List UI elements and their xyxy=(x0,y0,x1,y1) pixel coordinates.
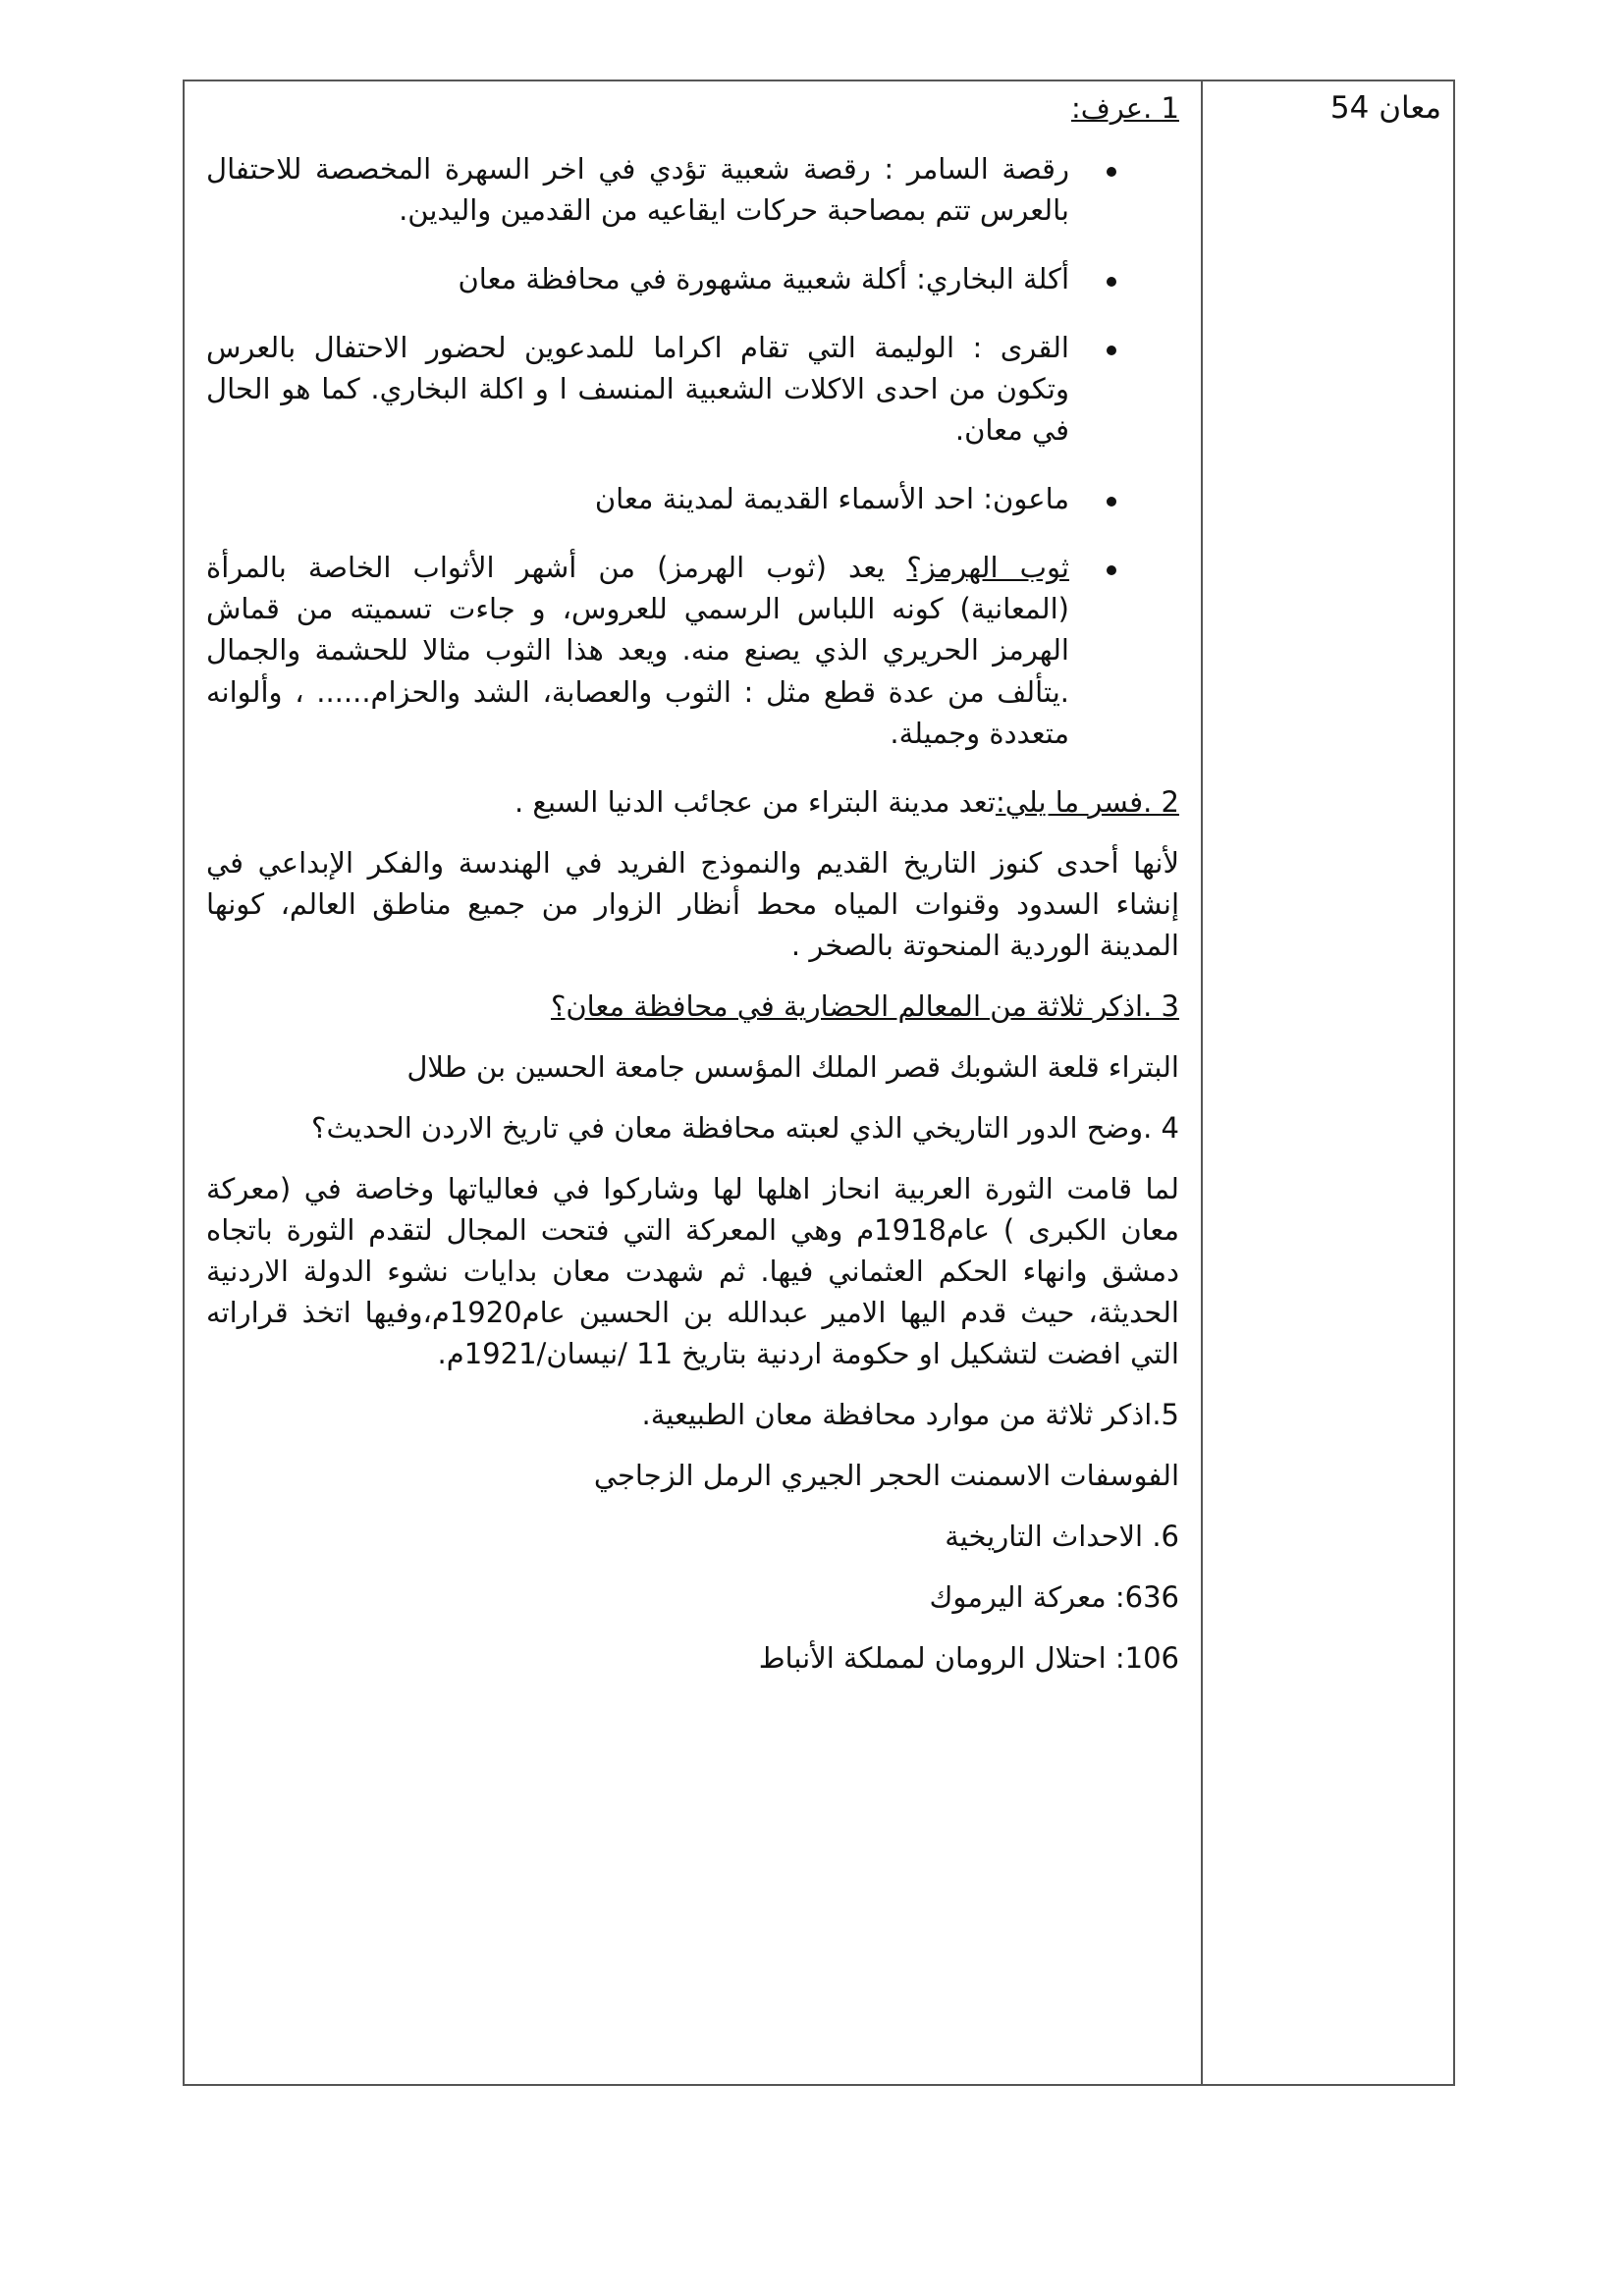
content-cell xyxy=(185,81,1201,1698)
event-text: : احتلال الرومان لمملكة الأنباط xyxy=(758,1641,1125,1676)
worksheet-table xyxy=(183,80,1455,2086)
q2-answer: لأنها أحدى كنوز التاريخ القديم والنموذج الفريد في الهندسة والفكر الإبداعي في إنشاء السدود وقنوات المياه محط أنظار الزوار من جميع مناطق العالم، كونها المدينة الوردية المنحوتة بالصخر . xyxy=(206,845,1179,962)
q6-title: 6. الاحداث التاريخية xyxy=(945,1520,1179,1554)
event-year: 106 xyxy=(1124,1641,1179,1676)
q2-line xyxy=(206,781,1179,823)
event-row xyxy=(206,1576,1179,1618)
column-divider xyxy=(1201,81,1203,2084)
definition-item: ماعون: احد الأسماء القديمة لمدينة معان xyxy=(206,478,1116,519)
q4-title: 4 .وضح الدور التاريخي الذي لعبته محافظة معان في تاريخ الاردن الحديث؟ xyxy=(311,1110,1179,1145)
q5-title: 5.اذكر ثلاثة من موارد محافظة معان الطبيعية. xyxy=(641,1398,1179,1432)
definition-item: رقصة السامر : رقصة شعبية تؤدي في اخر السهرة المخصصة للاحتفال بالعرس تتم بمصاحبة حركات ايقاعيه من القدمين واليدين. xyxy=(206,148,1116,231)
event-year: 636 xyxy=(1124,1580,1179,1615)
side-label: معان 54 xyxy=(1329,90,1441,126)
q3-answer: البتراء قلعة الشوبك قصر الملك المؤسس جامعة الحسين بن طلال xyxy=(406,1049,1179,1084)
q3-title: 3 .اذكر ثلاثة من المعالم الحضارية في محافظة معان؟ xyxy=(550,988,1179,1023)
q2-prompt: تعد مدينة البتراء من عجائب الدنيا السبع . xyxy=(514,784,996,819)
q2-title: 2 .فسر ما يلي: xyxy=(995,784,1179,819)
definition-item: أكلة البخاري: أكلة شعبية مشهورة في محافظة معان xyxy=(206,258,1116,299)
q4-answer: لما قامت الثورة العربية انحاز اهلها لها وشاركوا في فعالياتها وخاصة في (معركة معان الكبرى ) عام1918م وهي المعركة التي فتحت المجال لتقدم الثورة باتجاه دمشق وانهاء الحكم العثماني فيها. ثم شهدت معان بدايات نشوء الدولة الاردنية الحديثة، حيث قدم اليها الامير عبدالله بن الحسين عام1920م،وفيها اتخذ قراراته التي افضت لتشكيل او حكومة اردنية بتاريخ 11 /نيسان/1921م. xyxy=(206,1171,1179,1371)
definitions-list xyxy=(206,148,1179,754)
q5-answer: الفوسفات الاسمنت الحجر الجيري الرمل الزجاجي xyxy=(593,1459,1179,1493)
definition-item: القرى : الوليمة التي تقام اكراما للمدعوين لحضور الاحتفال بالعرس وتكون من احدى الاكلات الشعبية المنسف ا و اكلة البخاري. كما هو الحال في معان. xyxy=(206,327,1116,451)
definition-item-hormuz xyxy=(206,547,1116,753)
event-row xyxy=(206,1637,1179,1679)
hormuz-term: ثوب الهرمز؟ xyxy=(906,551,1070,585)
event-text: : معركة اليرموك xyxy=(929,1580,1125,1615)
hormuz-text: يعد (ثوب الهرمز) من أشهر الأثواب الخاصة بالمرأة (المعانية) كونه اللباس الرسمي للعروس، و جاءت تسميته من قماش الهرمز الحريري الذي يصنع منه. ويعد هذا الثوب مثالا للحشمة والجمال .يتألف من عدة قطع مثل : الثوب والعصابة، الشد والحزام...... ، وألوانه متعددة وجميلة. xyxy=(206,551,1069,750)
q1-title: 1 .عرف: xyxy=(1070,91,1179,125)
